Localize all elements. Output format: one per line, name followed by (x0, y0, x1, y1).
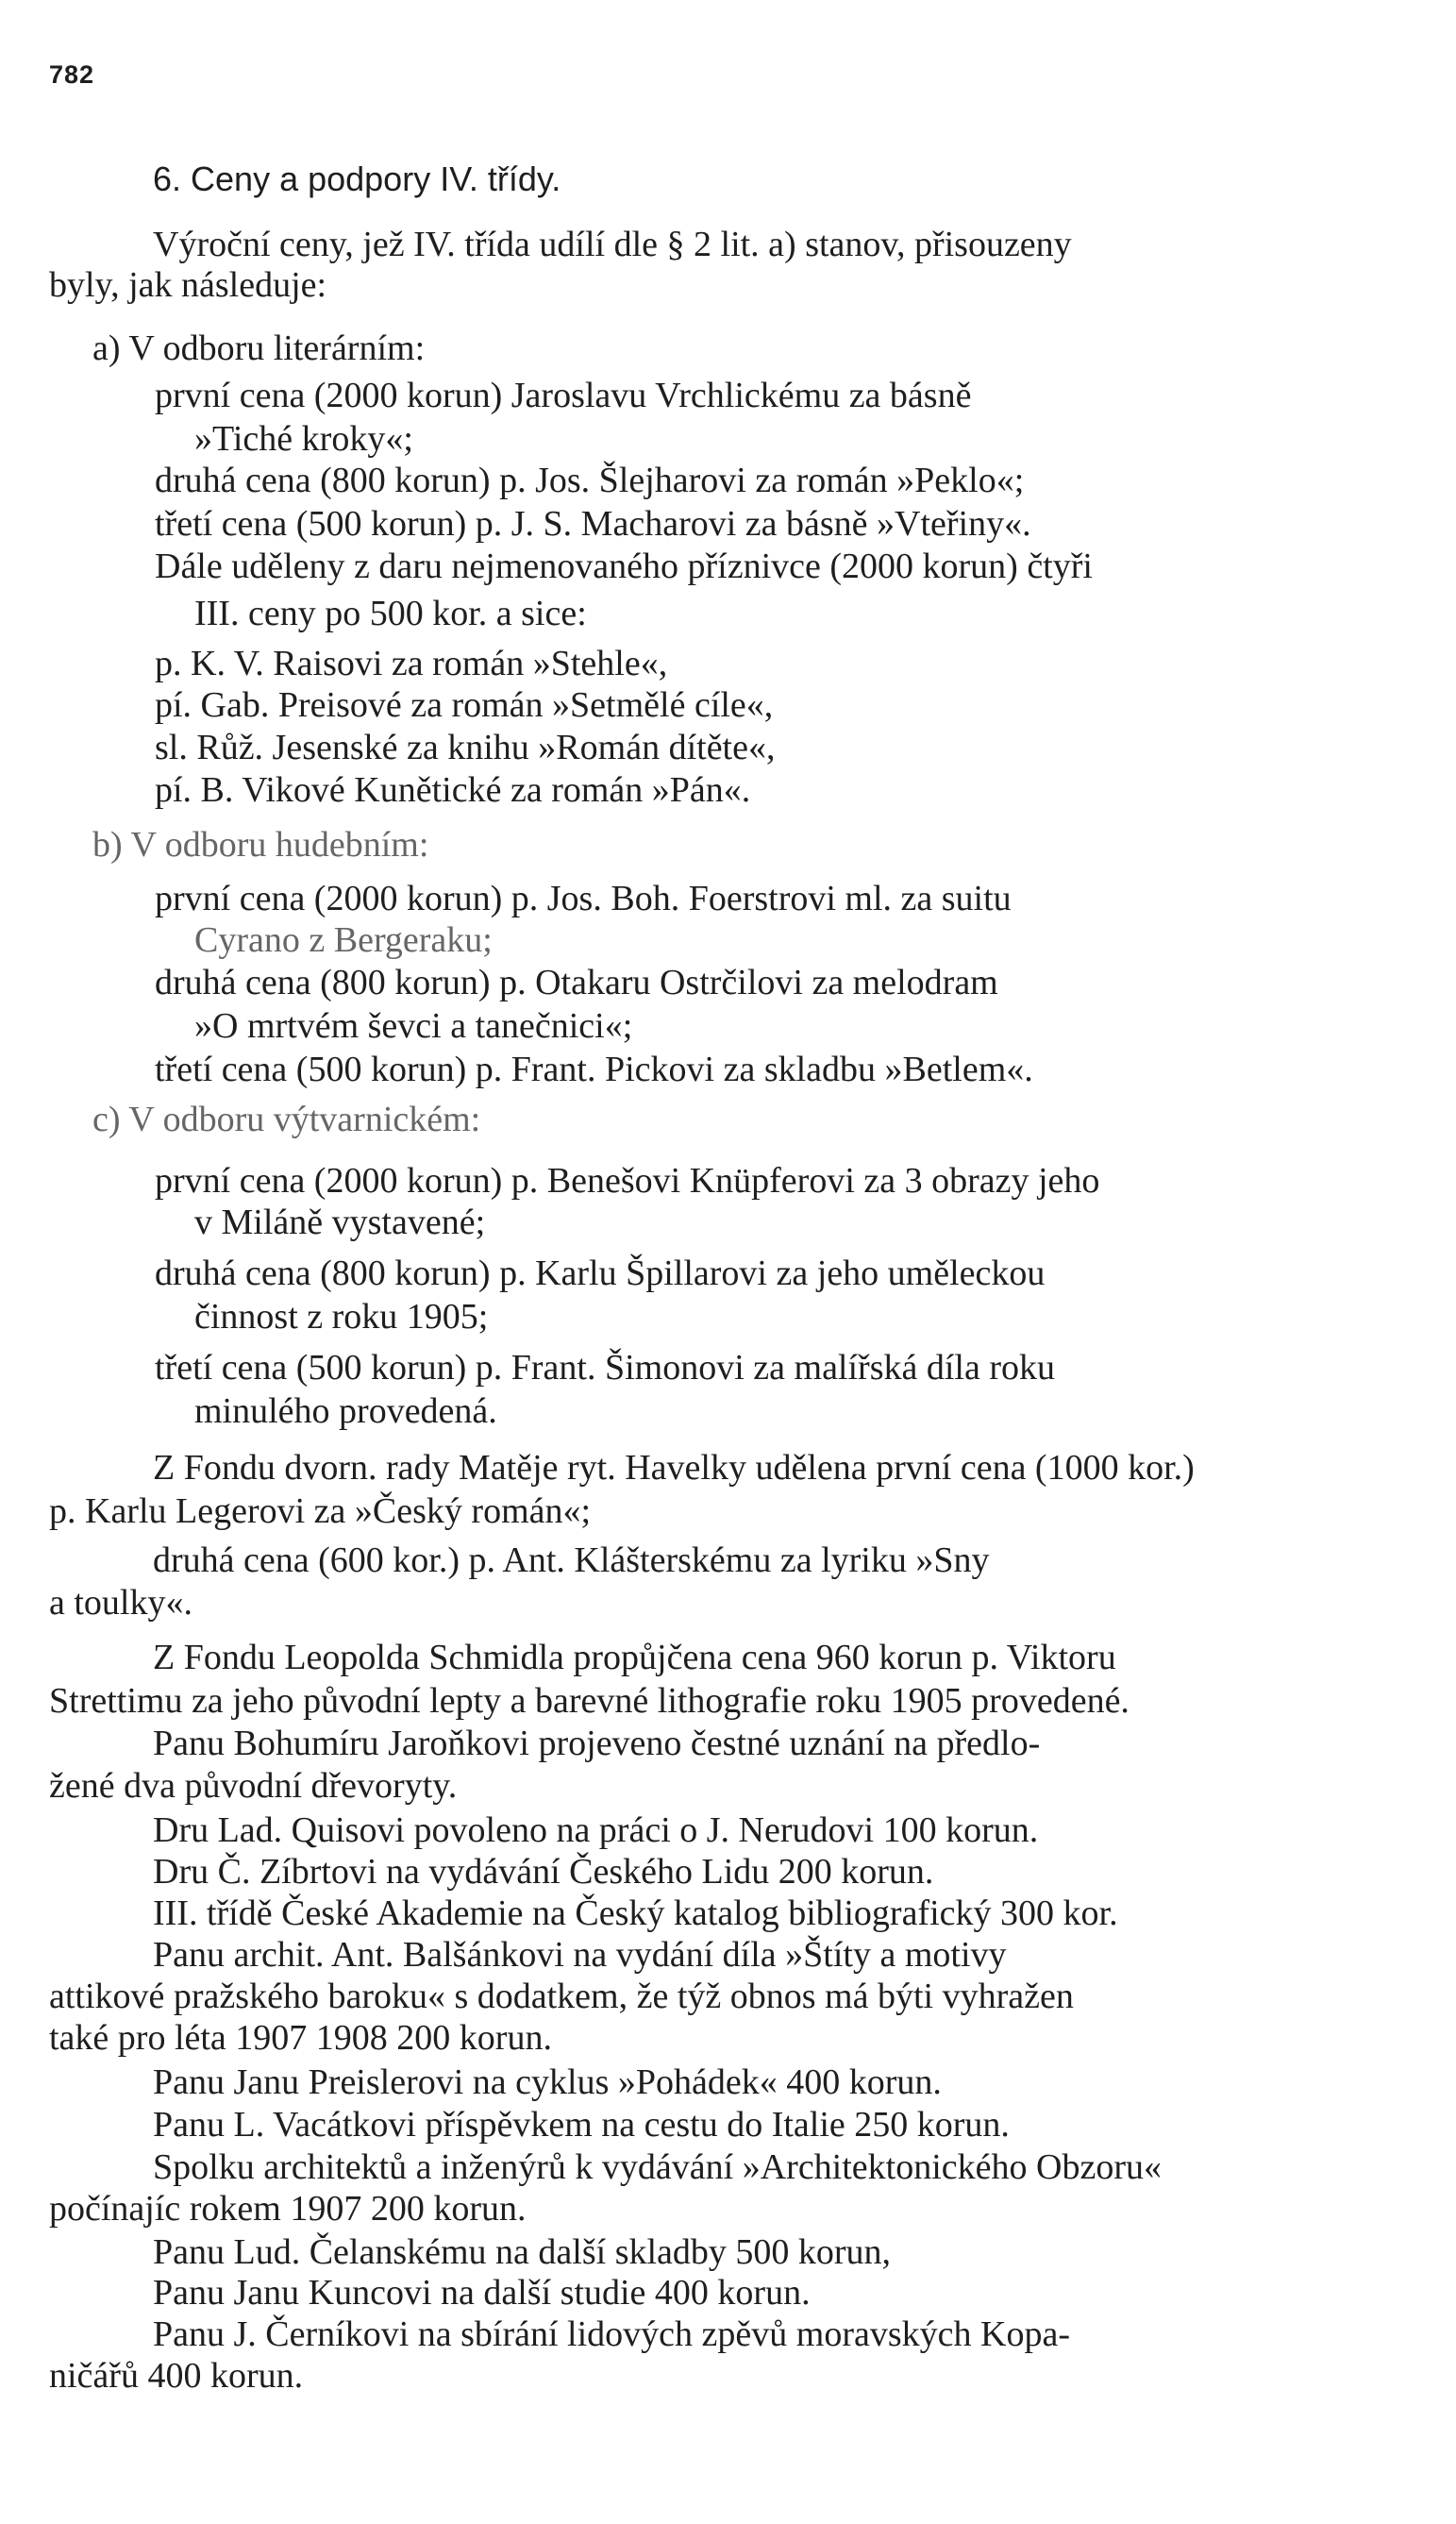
art-line: první cena (2000 korun) p. Benešovi Knüpferovi za 3 obrazy jeho (155, 1161, 1100, 1201)
fund-line: Z Fondu Leopolda Schmidla propůjčena cena 960 korun p. Viktoru (153, 1638, 1116, 1677)
fund-line: Panu L. Vacátkovi příspěvkem na cestu do Italie 250 korun. (153, 2105, 1010, 2145)
lit-line: pí. B. Vikové Kunětické za román »Pán«. (155, 770, 751, 810)
lit-line: druhá cena (800 korun) p. Jos. Šlejharovi za román »Peklo«; (155, 461, 1025, 500)
intro-line-1: Výroční ceny, jež IV. třída udílí dle § 2 lit. a) stanov, přisouzeny (153, 225, 1072, 264)
fund-line: p. Karlu Legerovi za »Český román«; (49, 1491, 592, 1531)
lit-heading: a) V odboru literárním: (92, 328, 426, 368)
fund-line: Spolku architektů a inženýrů k vydávání »Architektonického Obzoru« (153, 2147, 1162, 2187)
fund-line: počínajíc rokem 1907 200 korun. (49, 2189, 527, 2229)
music-line: »O mrtvém ševci a tanečnici«; (194, 1006, 633, 1046)
fund-line: Z Fondu dvorn. rady Matěje ryt. Havelky udělena první cena (1000 kor.) (153, 1448, 1195, 1488)
fund-line: III. třídě České Akademie na Český katalog bibliografický 300 kor. (153, 1893, 1118, 1933)
fund-line: Panu archit. Ant. Balšánkovi na vydání díla »Štíty a motivy (153, 1935, 1007, 1975)
fund-line: Dru Č. Zíbrtovi na vydávání Českého Lidu 200 korun. (153, 1852, 934, 1892)
fund-line: attikové pražského baroku« s dodatkem, že týž obnos má býti vyhražen (49, 1977, 1074, 2016)
music-heading: b) V odboru hudebním: (92, 825, 429, 865)
art-line: druhá cena (800 korun) p. Karlu Špillarovi za jeho uměleckou (155, 1254, 1046, 1293)
fund-line: Strettimu za jeho původní lepty a barevné lithografie roku 1905 provedené. (49, 1681, 1130, 1721)
fund-line: Panu Janu Preislerovi na cyklus »Pohádek« 400 korun. (153, 2062, 942, 2102)
lit-line: pí. Gab. Preisové za román »Setmělé cíle«, (155, 685, 774, 725)
art-line: třetí cena (500 korun) p. Frant. Šimonovi za malířská díla roku (155, 1348, 1055, 1388)
fund-line: žené dva původní dřevoryty. (49, 1766, 458, 1806)
art-line: minulého provedená. (194, 1391, 497, 1431)
lit-line: první cena (2000 korun) Jaroslavu Vrchlickému za básně (155, 376, 972, 415)
music-line: první cena (2000 korun) p. Jos. Boh. Foerstrovi ml. za suitu (155, 879, 1012, 918)
lit-line: »Tiché kroky«; (194, 419, 413, 459)
music-line: Cyrano z Bergeraku; (194, 920, 493, 960)
fund-line: Panu Janu Kuncovi na další studie 400 korun. (153, 2273, 811, 2313)
lit-line: III. ceny po 500 kor. a sice: (194, 594, 587, 633)
section-heading: 6. Ceny a podpory IV. třídy. (153, 160, 561, 198)
art-heading: c) V odboru výtvarnickém: (92, 1100, 481, 1139)
lit-line: třetí cena (500 korun) p. J. S. Macharovi za básně »Vteřiny«. (155, 504, 1031, 544)
art-line: činnost z roku 1905; (194, 1297, 489, 1337)
fund-line: Dru Lad. Quisovi povoleno na práci o J. Nerudovi 100 korun. (153, 1810, 1039, 1850)
fund-line: Panu Bohumíru Jaroňkovi projeveno čestné uznání na předlo- (153, 1724, 1041, 1763)
page-number: 782 (49, 60, 95, 89)
music-line: druhá cena (800 korun) p. Otakaru Ostrčilovi za melodram (155, 963, 998, 1002)
fund-line: druhá cena (600 kor.) p. Ant. Klášterskému za lyriku »Sny (153, 1540, 990, 1580)
fund-line: a toulky«. (49, 1583, 192, 1623)
fund-line: také pro léta 1907 1908 200 korun. (49, 2018, 552, 2058)
fund-line: ničářů 400 korun. (49, 2356, 304, 2396)
fund-line: Panu Lud. Čelanskému na další skladby 500 korun, (153, 2232, 892, 2272)
art-line: v Miláně vystavené; (194, 1203, 486, 1242)
intro-line-2: byly, jak následuje: (49, 265, 327, 305)
music-line: třetí cena (500 korun) p. Frant. Pickovi za skladbu »Betlem«. (155, 1050, 1033, 1089)
lit-line: sl. Růž. Jesenské za knihu »Román dítěte«, (155, 728, 776, 767)
lit-line: p. K. V. Raisovi za román »Stehle«, (155, 644, 668, 683)
lit-line: Dále uděleny z daru nejmenovaného příznivce (2000 korun) čtyři (155, 547, 1093, 586)
fund-line: Panu J. Černíkovi na sbírání lidových zpěvů moravských Kopa- (153, 2314, 1070, 2354)
